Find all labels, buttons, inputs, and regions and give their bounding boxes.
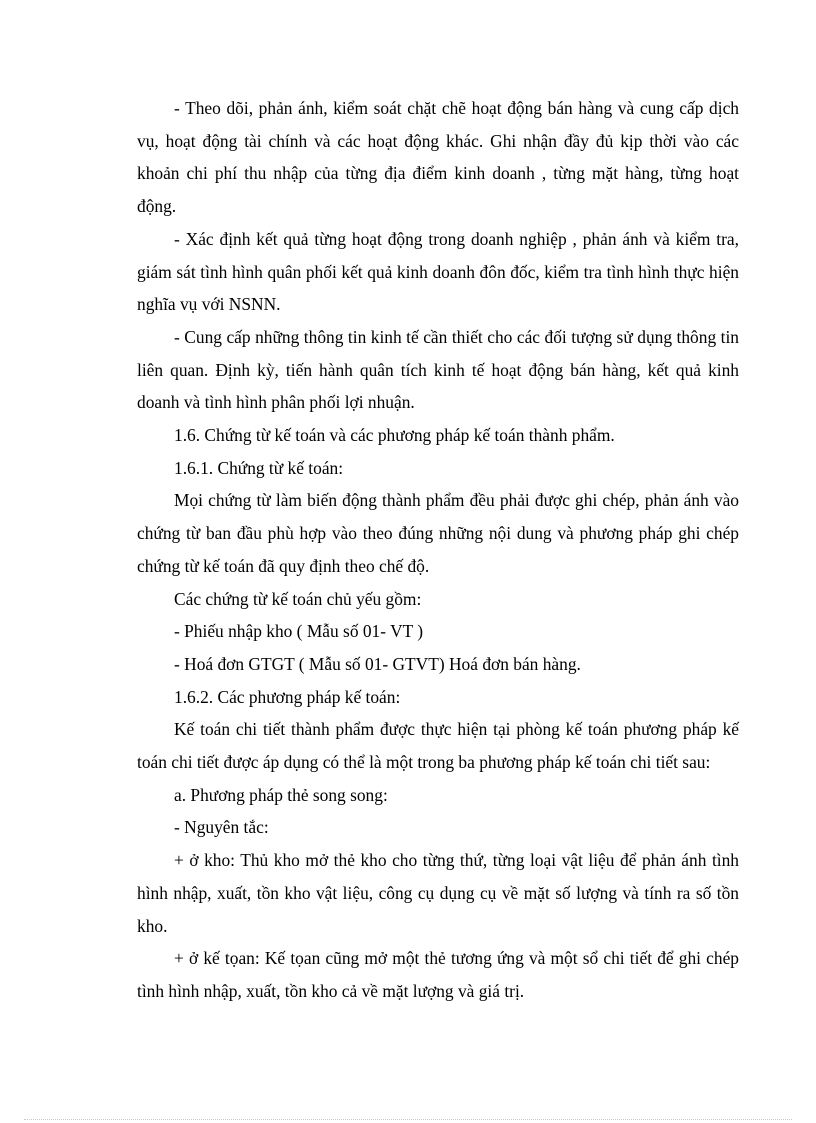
- paragraph-methods-intro: Kế toán chi tiết thành phẩm được thực hiện tại phòng kế toán phương pháp kế toán chi tiết được áp dụng có thể là một trong ba phương pháp kế toán chi tiết sau:: [137, 719, 739, 773]
- document-body: [137, 92, 739, 1008]
- paragraph-duty-monitoring: - Theo dõi, phản ánh, kiểm soát chặt chẽ hoạt động bán hàng và cung cấp dịch vụ, hoạt động tài chính và các hoạt động khác. Ghi nhận đầy đủ kịp thời vào các khoản chi phí thu nhập của từng địa điểm kinh doanh , từng mặt hàng, từng hoạt động.: [137, 98, 739, 217]
- paragraph-vouchers-list-intro: Các chứng từ kế toán chủ yếu gồm:: [174, 588, 422, 609]
- subsection-heading-1-6-2: 1.6.2. Các phương pháp kế toán:: [174, 686, 401, 707]
- list-item-vat-invoice: - Hoá đơn GTGT ( Mẫu số 01- GTVT) Hoá đơn bán hàng.: [174, 653, 581, 674]
- subsection-heading-1-6-1: 1.6.1. Chứng từ kế toán:: [174, 457, 344, 478]
- paragraph-duty-results: - Xác định kết quả từng hoạt động trong doanh nghiệp , phản ánh và kiểm tra, giám sát tình hình quân phối kết quả kinh doanh đôn đốc, kiểm tra tình hình thực hiện nghĩa vụ với NSNN.: [137, 228, 739, 315]
- paragraph-at-warehouse: + ở kho: Thủ kho mở thẻ kho cho từng thứ, từng loại vật liệu để phản ánh tình hình nhập, xuất, tồn kho vật liệu, công cụ dụng cụ về mặt số lượng và tính ra số tồn kho.: [137, 850, 739, 936]
- page-bottom-divider: [24, 1119, 792, 1120]
- principle-heading: - Nguyên tắc:: [174, 817, 269, 838]
- paragraph-vouchers-intro: Mọi chứng từ làm biến động thành phẩm đều phải được ghi chép, phản ánh vào chứng từ ban đầu phù hợp vào theo đúng những nội dung và phương pháp ghi chép chứng từ kế toán đã quy định theo chế độ.: [137, 490, 739, 576]
- list-item-receipt-note: - Phiếu nhập kho ( Mẫu số 01- VT ): [174, 621, 424, 642]
- section-heading-1-6: 1.6. Chứng từ kế toán và các phương pháp kế toán thành phẩm.: [174, 425, 615, 446]
- method-heading-parallel-cards: a. Phương pháp thẻ song song:: [174, 784, 388, 805]
- paragraph-at-accounting: + ở kế tọan: Kế tọan cũng mở một thẻ tương ứng và một sổ chi tiết để ghi chép tình hình nhập, xuất, tồn kho cả về mặt lượng và giá trị.: [137, 948, 739, 1001]
- paragraph-duty-information: - Cung cấp những thông tin kinh tế cần thiết cho các đối tượng sử dụng thông tin liên quan. Định kỳ, tiến hành quân tích kinh tế hoạt động bán hàng, kết quả kinh doanh và tình hình phân phối lợi nhuận.: [137, 326, 739, 413]
